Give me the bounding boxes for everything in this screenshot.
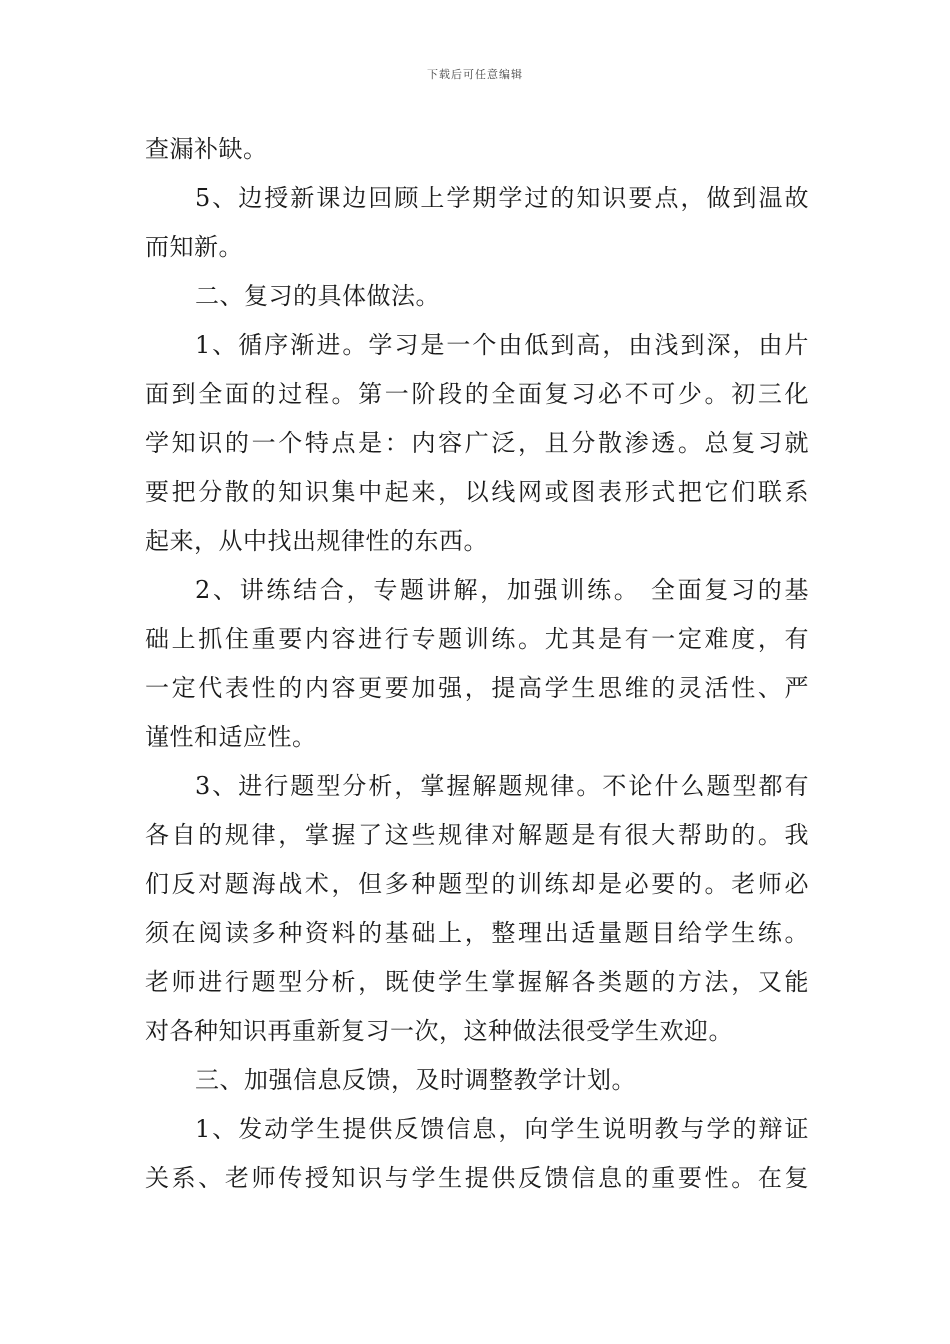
section-heading: 二、复习的具体做法。	[195, 282, 440, 310]
text-line: 3、进行题型分析，掌握解题规律。不论什么题型都有	[195, 772, 809, 800]
text-line: 关系、老师传授知识与学生提供反馈信息的重要性。在复	[145, 1164, 809, 1192]
text-line: 们反对题海战术，但多种题型的训练却是必要的。老师必	[145, 870, 809, 898]
text-line: 谨性和适应性。	[145, 723, 317, 751]
section-heading: 三、加强信息反馈，及时调整教学计划。	[195, 1066, 636, 1094]
text-line: 面到全面的过程。第一阶段的全面复习必不可少。初三化	[145, 380, 809, 408]
document-body	[145, 125, 809, 1203]
text-line: 一定代表性的内容更要加强，提高学生思维的灵活性、严	[145, 674, 809, 702]
text-line: 5、边授新课边回顾上学期学过的知识要点，做到温故	[195, 184, 809, 212]
text-line: 1、循序渐进。学习是一个由低到高，由浅到深，由片	[195, 331, 809, 359]
page-header-note: 下载后可任意编辑	[427, 68, 523, 81]
text-line: 查漏补缺。	[145, 135, 268, 163]
text-line: 而知新。	[145, 233, 243, 261]
text-line: 须在阅读多种资料的基础上，整理出适量题目给学生练。	[145, 919, 809, 947]
text-line: 起来，从中找出规律性的东西。	[145, 527, 488, 555]
text-line: 对各种知识再重新复习一次，这种做法很受学生欢迎。	[145, 1017, 733, 1045]
text-line: 1、发动学生提供反馈信息，向学生说明教与学的辩证	[195, 1115, 809, 1143]
text-line: 学知识的一个特点是：内容广泛，且分散渗透。总复习就	[145, 429, 809, 457]
text-line: 老师进行题型分析，既使学生掌握解各类题的方法，又能	[145, 968, 809, 996]
text-line: 各自的规律，掌握了这些规律对解题是有很大帮助的。我	[145, 821, 809, 849]
text-line: 要把分散的知识集中起来，以线网或图表形式把它们联系	[145, 478, 809, 506]
text-line: 2、讲练结合，专题讲解，加强训练。 全面复习的基	[195, 576, 809, 604]
text-line: 础上抓住重要内容进行专题训练。尤其是有一定难度，有	[145, 625, 809, 653]
